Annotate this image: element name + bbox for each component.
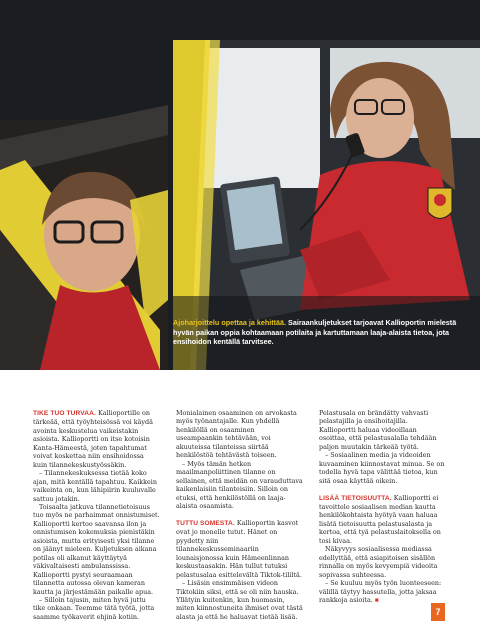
paragraph-text: Näkyvyys sosiaalisessa mediassa edellyttää, että asiapitoisen sisällön rinnalla on myös kevyempiä videoita sopivassa suhteessa.: [319, 545, 438, 579]
section-kicker: TIKE TUO TURVAA.: [33, 410, 96, 417]
caption-body: Sairaankuljetukset tarjoavat Kallioportin mielestä hyvän paikan oppia kohtaamaan potilaita ja kartuttamaan laaja-alaista tietoa, jota ensihoidon kentällä tarvitsee.: [173, 318, 457, 347]
paragraph: [176, 579, 303, 621]
text-column-2: [176, 409, 303, 621]
left-photo: [0, 105, 168, 370]
end-mark-icon: ■: [374, 596, 379, 604]
paragraph-text: – Sosiaalinen media ja videoiden kuvaaminen kiinnostavat minua. Se on todella hyvä tapa välittää tietoa, kun sitä osaa käyttää oikein.: [319, 451, 445, 485]
paragraph-text: – Lisäsin ensimmäisen videon Tiktokiin siksi, että se oli niin hauska. Yllätyin kuitenkin, kun huomasin, miten kiinnostuneita ihmiset ovat tästä alasta ja että he haluavat tietää lisää.: [176, 579, 303, 621]
photo-caption: [173, 318, 473, 347]
paragraph: [319, 494, 446, 546]
paragraph: [319, 451, 446, 485]
paragraph-text: Kallioportti ei tavoittele sosiaalisen median kautta henkilökohtaista hyötyä vaan haluaa lisätä tietoisuutta pelastusalasta ja kertoa, että tyä pelastuslaitoksella on tosi kivaa.: [319, 493, 441, 545]
paragraph-text: Kallioportin kasvot ovat jo monelle tutut. Hänet on pyydetty niin tilannekeskusseminaariin lounaisjonossa kuin Hämeenlinnan keskustaasakin. Hän tullut tutuksi pelastusalaa esittelevältä Tiktok-tililtä.: [176, 518, 302, 579]
paragraph: [33, 469, 160, 503]
paragraph-text: – Se kuuluu myös työn luonteeseen: välillä täytyy hassutella, jotta jaksaa rankkoja asioita.: [319, 579, 442, 604]
text-column-1: [33, 409, 160, 621]
page-number: 7: [431, 603, 445, 621]
section-kicker: LISÄÄ TIETOISUUTTA.: [319, 494, 392, 502]
paragraph-text: – Tilannekeskuksessa tietää koko ajan, mitä kentällä tapahtuu. Kaikkein vaikeinta on, kun lähipiirin kuuluvalle sattuu jotakin.: [33, 469, 157, 503]
paragraph-text: Monialainen osaaminen on arvokasta myös työnantajalle. Kun yhdellä henkilöllä on osaaminen useampaankin tehtävään, voi akuuteissa tilanteissa siirtää henkilöstöä tehtävästä toiseen.: [176, 409, 297, 460]
paragraph: [33, 596, 160, 621]
paragraph: [176, 409, 303, 460]
section-kicker: TUTTU SOMESTA.: [176, 519, 235, 527]
text-column-3: [319, 409, 446, 609]
paragraph-text: – Silloin tajusin, miten hyvä juttu tike onkaan. Teemme tätä työtä, jotta saamme työkaverit ehjinä kotiin.: [33, 595, 155, 621]
paragraph: [319, 545, 446, 579]
paragraph: [33, 409, 160, 469]
paragraph: [176, 460, 303, 511]
paragraph-text: – Myös tämän hetken maailmanpoliittinen tilanne on sellainen, että meidän on varauduttava kaikenlaisiin tilanteisiin. Silloin on etuksi, että henkilöstöllä on laaja-alaista osaamista.: [176, 459, 303, 510]
paragraph-text: Toisaalta jatkuva tilannetietoisuus tuo myös ne parhaimmat onnistumiset. Kallioportti kertoo saavansa ilon ja onnistumisen kokemuksia pienistäkin asioista, mutta erityisesti yksi tilanne on jäänyt mieleen. Kuljetuksen aikana potilas oli alkanut käyttäytyä väkivaltaisesti ambulanssissa. Kallioportti pystyi seuraamaan tilannetta autossa olevan kameran kautta ja järjestämään paikalle apua.: [33, 502, 160, 596]
paragraph-text: Kallioportille on tärkeää, että työyhteisössä voi käydä avointa keskustelua vaikeistakin asioista. Kallioportti on itse kotoisin Kanta-Hämeestä, joten tapahtumat voivat koskettaa niin ensihoidossa kuin tilannekeskustyössäkin.: [33, 409, 153, 469]
paragraph: [176, 519, 303, 579]
paragraph-text: Pelastusala on brändätty vahvasti pelastajilla ja ensihoitajilla. Kallioportti haluaa videoillaan osoittaa, että pelastusalalla tehdään paljon muutakin tärkeää työtä.: [319, 409, 437, 451]
paragraph: [319, 579, 446, 605]
caption-lead: Ajoharjoittelu opettaa ja kehittää.: [173, 318, 287, 327]
article-body: [33, 409, 447, 621]
paragraph: [33, 503, 160, 596]
paragraph: [319, 409, 446, 451]
